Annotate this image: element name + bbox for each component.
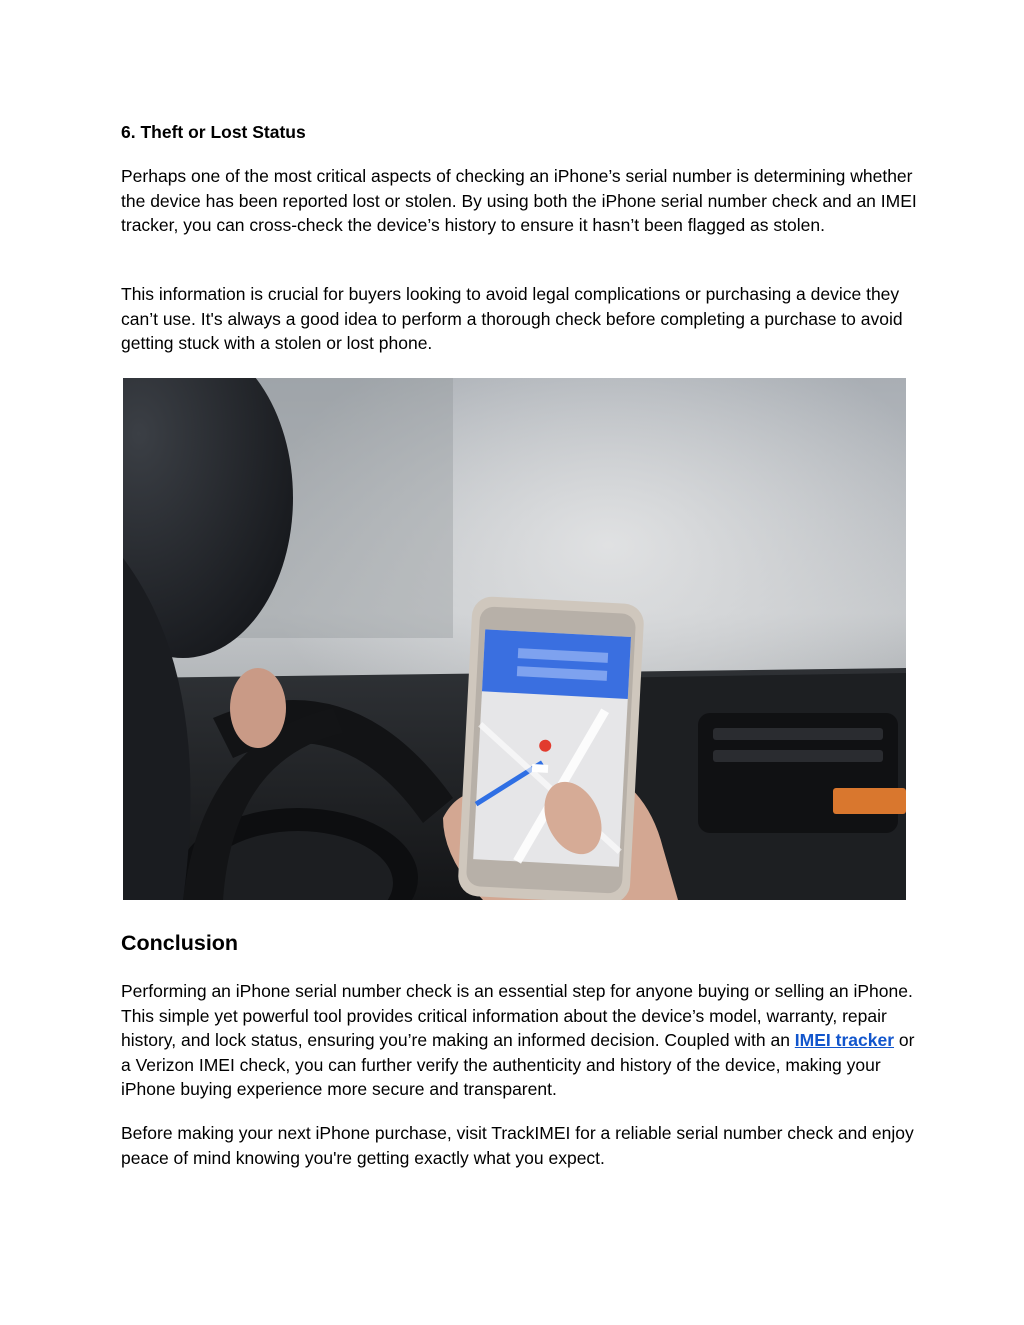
driver-phone-navigation-photo [123, 378, 906, 900]
section-paragraph-2: This information is crucial for buyers looking to avoid legal complications or purchasing a device they can’t use. It's always a good idea to perform a thorough check before completing a purchase to avoid getting stuck with a stolen or lost phone. [121, 284, 903, 353]
conclusion-paragraph-2: Before making your next iPhone purchase, visit TrackIMEI for a reliable serial number check and enjoy peace of mind knowing you're getting exactly what you expect. [121, 1123, 914, 1168]
section-subheading: 6. Theft or Lost Status [121, 122, 306, 142]
imei-tracker-link[interactable]: IMEI tracker [794, 1030, 895, 1050]
conclusion-text-after-link: or a Verizon IMEI check, you can further verify the authenticity and history of the device, making your iPhone buying experience more secure and transparent. [121, 1030, 915, 1099]
conclusion-paragraph-1 [121, 979, 921, 1102]
section-paragraph-1: Perhaps one of the most critical aspects of checking an iPhone’s serial number is determining whether the device has been reported lost or stolen. By using both the iPhone serial number check and an IMEI tracker, you can cross-check the device’s history to ensure it hasn’t been flagged as stolen. [121, 166, 917, 235]
conclusion-text-before-link: Performing an iPhone serial number check is an essential step for anyone buying or selling an iPhone. This simple yet powerful tool provides critical information about the device’s model, warranty, repair history, and lock status, ensuring you’re making an informed decision. Coupled with an [121, 981, 913, 1050]
conclusion-heading: Conclusion [121, 931, 239, 955]
